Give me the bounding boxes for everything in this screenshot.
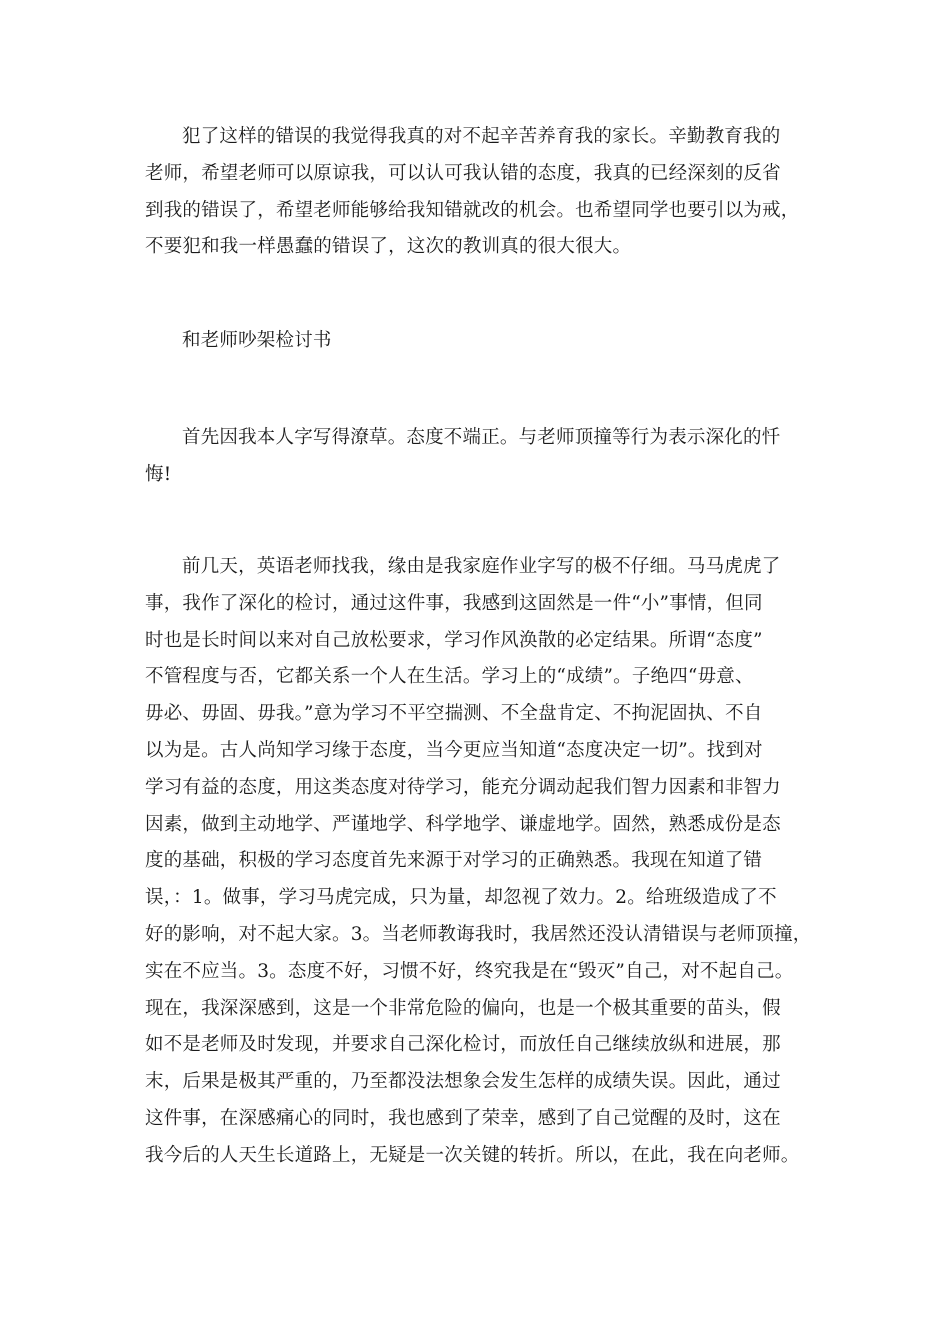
text-line: 好的影响，对不起大家。3。当老师教诲我时，我居然还没认清错误与老师顶撞， — [145, 923, 812, 945]
text-line: 这件事，在深感痛心的同时，我也感到了荣幸，感到了自己觉醒的及时，这在 — [145, 1107, 781, 1129]
text-line: 现在，我深深感到，这是一个非常危险的偏向，也是一个极其重要的苗头，假 — [145, 997, 781, 1019]
text-line: 我今后的人天生长道路上，无疑是一次关键的转折。所以，在此，我在向老师。 — [145, 1144, 800, 1166]
text-line: 如不是老师及时发现，并要求自己深化检讨，而放任自己继续放纵和进展，那 — [145, 1034, 781, 1056]
paragraph-main-body — [145, 549, 825, 1175]
text-line: 犯了这样的错误的我觉得我真的对不起辛苦养育我的家长。辛勤教育我的 — [182, 126, 781, 147]
text-line: 事，我作了深化的检讨，通过这件事，我感到这固然是一件“小”事情，但同 — [145, 592, 763, 614]
text-line: 末，后果是极其严重的，乃至都没法想象会发生怎样的成绩失误。因此，通过 — [145, 1071, 781, 1093]
paragraph-apology-parents — [145, 119, 825, 266]
text-line: 毋必、毋固、毋我。”意为学习不平空揣测、不全盘肯定、不拘泥固执、不自 — [145, 703, 763, 725]
text-line: 实在不应当。3。态度不好，习惯不好，终究我是在“毁灭”自己，对不起自己。 — [145, 960, 794, 982]
paragraph-opening — [145, 420, 825, 494]
text-line: 以为是。古人尚知学习缘于态度，当今更应当知道“态度决定一切”。找到对 — [145, 739, 763, 761]
text-line: 不要犯和我一样愚蠢的错误了，这次的教训真的很大很大。 — [145, 236, 632, 258]
text-line: 度的基础，积极的学习态度首先来源于对学习的正确熟悉。我现在知道了错 — [145, 850, 763, 872]
text-line: 因素，做到主动地学、严谨地学、科学地学、谦虚地学。固然，熟悉成份是态 — [145, 813, 781, 835]
text-line: 老师，希望老师可以原谅我，可以认可我认错的态度，我真的已经深刻的反省 — [145, 162, 781, 184]
text-line: 悔! — [145, 463, 172, 485]
section-heading — [145, 323, 825, 360]
text-line: 学习有益的态度，用这类态度对待学习，能充分调动起我们智力因素和非智力 — [145, 776, 781, 798]
text-line: 首先因我本人字写得潦草。态度不端正。与老师顶撞等行为表示深化的忏 — [182, 427, 781, 448]
text-line: 不管程度与否，它都关系一个人在生活。学习上的“成绩”。子绝四“毋意、 — [145, 666, 754, 688]
text-line: 和老师吵架检讨书 — [182, 330, 332, 351]
text-line: 误，：1。做事，学习马虎完成，只为量，却忽视了效力。2。给班级造成了不 — [145, 887, 777, 909]
text-line: 前几天，英语老师找我，缘由是我家庭作业字写的极不仔细。马马虎虎了 — [182, 556, 781, 577]
text-line: 时也是长时间以来对自己放松要求，学习作风涣散的必定结果。所谓“态度” — [145, 629, 763, 651]
text-line: 到我的错误了，希望老师能够给我知错就改的机会。也希望同学也要引以为戒， — [145, 199, 800, 221]
